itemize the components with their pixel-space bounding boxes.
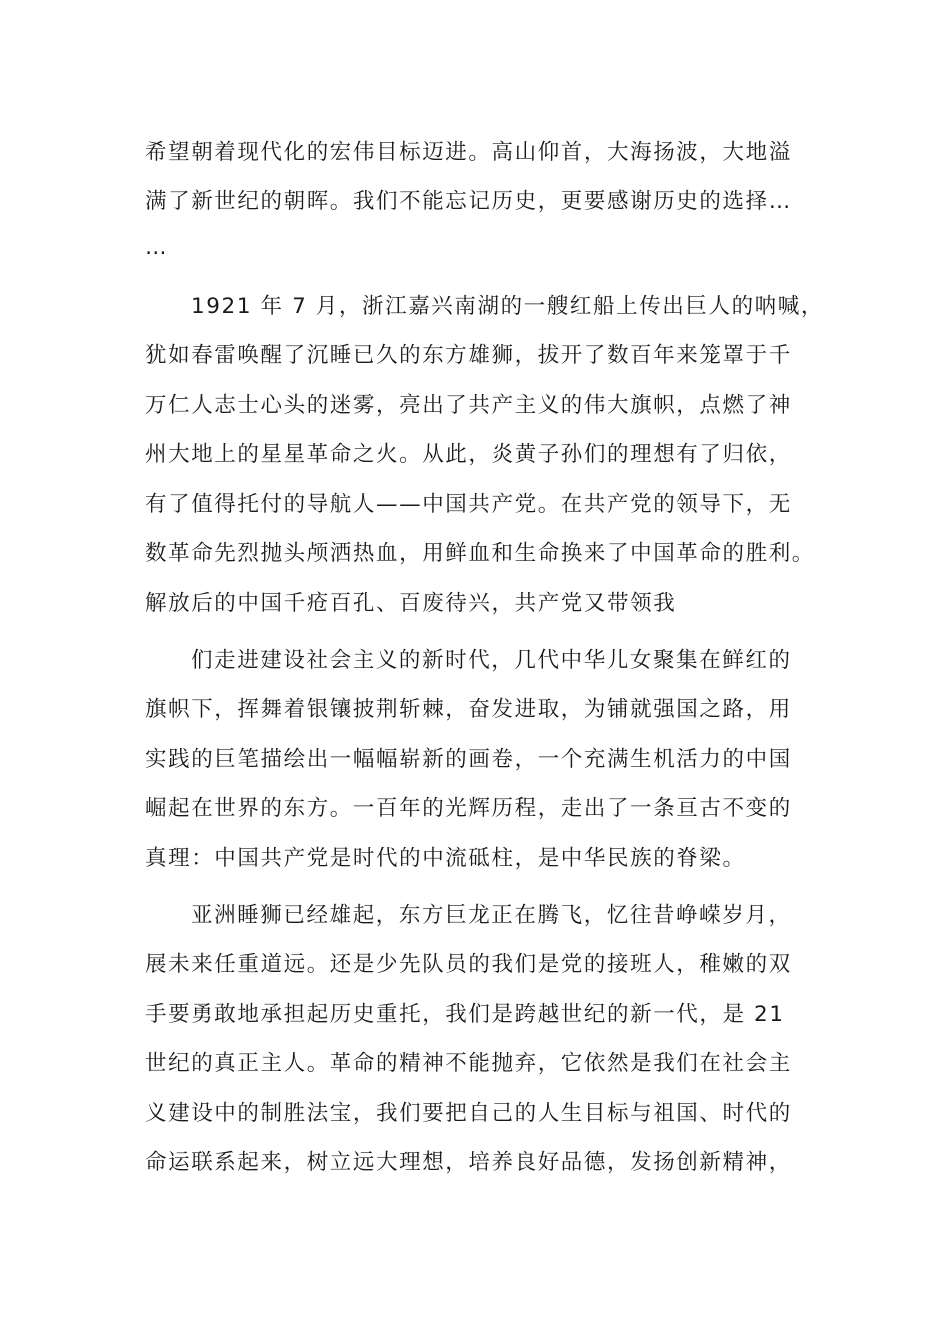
text-line: 犹如春雷唤醒了沉睡已久的东方雄狮，拔开了数百年来笼罩于千 [145, 343, 792, 368]
text-line: 旗帜下，挥舞着银镶披荆斩棘，奋发进取，为铺就强国之路，用 [145, 697, 792, 722]
text-line: 万仁人志士心头的迷雾，亮出了共产主义的伟大旗帜，点燃了神 [145, 393, 792, 418]
text-line: 州大地上的星星革命之火。从此，炎黄子孙们的理想有了归依， [145, 442, 792, 467]
text-line: 义建设中的制胜法宝，我们要把自己的人生目标与祖国、时代的 [145, 1101, 792, 1126]
text-line: 解放后的中国千疮百孔、百废待兴，共产党又带领我 [145, 591, 677, 616]
text-line: 手要勇敢地承担起历史重托，我们是跨越世纪的新一代，是 21 [145, 1002, 785, 1027]
text-line: 有了值得托付的导航人——中国共产党。在共产党的领导下，无 [145, 492, 792, 517]
text-line: … [145, 235, 169, 260]
text-line: 亚洲睡狮已经雄起，东方巨龙正在腾飞，忆往昔峥嵘岁月， [191, 903, 792, 928]
text-line: 满了新世纪的朝晖。我们不能忘记历史，更要感谢历史的选择… [145, 189, 792, 214]
text-line: 希望朝着现代化的宏伟目标迈进。高山仰首，大海扬波，大地溢 [145, 140, 792, 165]
text-line: 展未来任重道远。还是少先队员的我们是党的接班人，稚嫩的双 [145, 952, 792, 977]
text-line: 实践的巨笔描绘出一幅幅崭新的画卷，一个充满生机活力的中国 [145, 747, 792, 772]
text-line: 们走进建设社会主义的新时代，几代中华儿女聚集在鲜红的 [191, 648, 792, 673]
text-line: 崛起在世界的东方。一百年的光辉历程，走出了一条亘古不变的 [145, 796, 792, 821]
text-line: 数革命先烈抛头颅洒热血，用鲜血和生命换来了中国革命的胜利。 [145, 541, 815, 566]
text-line: 1921 年 7 月，浙江嘉兴南湖的一艘红船上传出巨人的呐喊， [191, 294, 824, 319]
text-line: 命运联系起来，树立远大理想，培养良好品德，发扬创新精神， [145, 1150, 792, 1175]
text-line: 真理：中国共产党是时代的中流砥柱，是中华民族的脊梁。 [145, 846, 746, 871]
text-line: 世纪的真正主人。革命的精神不能抛弃，它依然是我们在社会主 [145, 1051, 792, 1076]
